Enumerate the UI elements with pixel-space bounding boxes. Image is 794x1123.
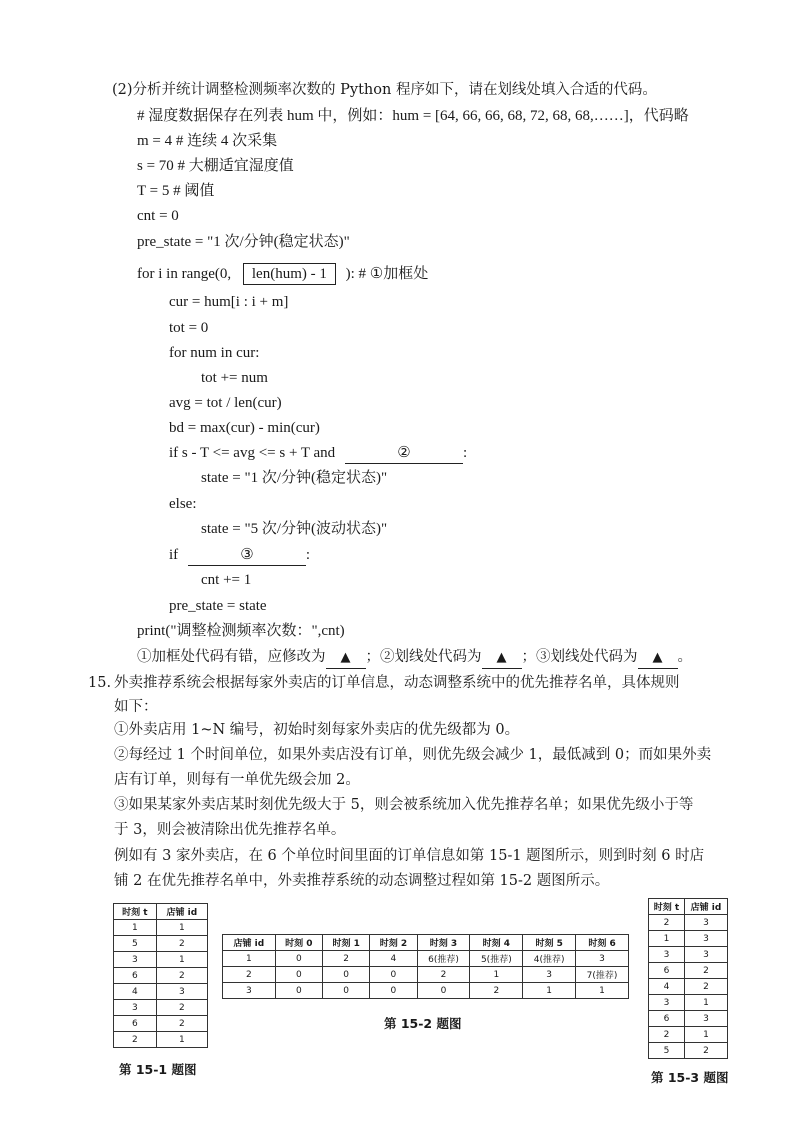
table-cell: 3 xyxy=(684,915,727,931)
q15-rule-3b: 于 3，则会被清除出优先推荐名单。 xyxy=(114,822,346,838)
table-cell: 5 xyxy=(649,1043,685,1059)
table-cell: 0 xyxy=(275,951,322,967)
table-row xyxy=(649,963,728,979)
fig2-header-t0: 时刻 0 xyxy=(275,935,322,951)
fig3-header-time: 时刻 t xyxy=(649,899,685,915)
table-cell: 5 xyxy=(114,936,157,952)
q15-line-2: 如下： xyxy=(114,699,158,715)
figure-15-1-table xyxy=(113,903,208,1048)
table-cell: 1 xyxy=(114,920,157,936)
table-cell: 4 xyxy=(114,984,157,1000)
table-cell: 3 xyxy=(114,1000,157,1016)
code-line-tot-add: tot += num xyxy=(201,370,268,386)
code-line-prestate-update: pre_state = state xyxy=(169,598,267,614)
fig2-header-t2: 时刻 2 xyxy=(370,935,417,951)
table-cell: 2 xyxy=(649,915,685,931)
code-line-m: m = 4 # 连续 4 次采集 xyxy=(137,133,278,149)
table-cell: 2 xyxy=(156,968,207,984)
code-line-s: s = 70 # 大棚适宜湿度值 xyxy=(137,158,294,174)
answer-blank-2: ▲ xyxy=(482,648,522,669)
code-line-comment: # 湿度数据保存在列表 hum 中，例如：hum = [64, 66, 66, 68, 72, 68, 68,……]，代码略 xyxy=(137,108,689,124)
table-cell: 3 xyxy=(649,947,685,963)
table-row xyxy=(649,947,728,963)
q15-rule-3a: ③如果某家外卖店某时刻优先级大于 5，则会被系统加入优先推荐名单；如果优先级小于等 xyxy=(114,797,694,813)
table-cell: 2 xyxy=(684,979,727,995)
table-cell: 3 xyxy=(156,984,207,1000)
fig2-header-shop: 店铺 id xyxy=(223,935,276,951)
code-line-cnt-add: cnt += 1 xyxy=(201,572,252,588)
answer-line xyxy=(137,647,692,669)
code-line-prestate: pre_state = "1 次/分钟(稳定状态)" xyxy=(137,234,350,250)
table-row xyxy=(223,983,629,999)
table-row xyxy=(114,952,208,968)
table-cell: 6(推荐) xyxy=(417,951,470,967)
q15-rule-2a: ②每经过 1 个时间单位，如果外卖店没有订单，则优先级会减少 1，最低减到 0；而如果外卖 xyxy=(114,747,712,763)
table-cell: 0 xyxy=(417,983,470,999)
if2-suffix: : xyxy=(305,547,311,563)
figure-15-3-table xyxy=(648,898,728,1059)
fig2-header-t5: 时刻 5 xyxy=(523,935,576,951)
table-row xyxy=(223,967,629,983)
if1-prefix: if s - T <= avg <= s + T and xyxy=(169,445,336,461)
table-row xyxy=(114,920,208,936)
table-cell: 2 xyxy=(323,951,370,967)
table-cell: 1 xyxy=(684,1027,727,1043)
table-row xyxy=(649,1027,728,1043)
fig3-header-shop: 店铺 id xyxy=(684,899,727,915)
for-suffix: ): # ①加框处 xyxy=(345,266,429,282)
answer-blank-1: ▲ xyxy=(326,648,366,669)
table-cell: 1 xyxy=(156,920,207,936)
answer-p4: 。 xyxy=(677,649,692,665)
table-cell: 2 xyxy=(417,967,470,983)
q15-line-1: 外卖推荐系统会根据每家外卖店的订单信息，动态调整系统中的优先推荐名单，具体规则 xyxy=(114,675,680,691)
table-cell: 2 xyxy=(156,1016,207,1032)
table-cell: 7(推荐) xyxy=(576,967,629,983)
table-cell: 2 xyxy=(649,1027,685,1043)
q15-number: 15. xyxy=(88,675,112,691)
code-line-print: print("调整检测频率次数：",cnt) xyxy=(137,623,345,639)
code-line-fornum: for num in cur: xyxy=(169,345,260,361)
table-row xyxy=(114,936,208,952)
answer-p1: ①加框处代码有错，应修改为 xyxy=(137,649,326,665)
part2-intro: (2)分析并统计调整检测频率次数的 Python 程序如下，请在划线处填入合适的代码。 xyxy=(112,82,657,98)
table-row xyxy=(114,1000,208,1016)
table-row xyxy=(649,995,728,1011)
table-cell: 3 xyxy=(523,967,576,983)
answer-p3: ；③划线处代码为 xyxy=(521,649,638,665)
table-row xyxy=(114,984,208,1000)
table-cell: 4(推荐) xyxy=(523,951,576,967)
table-cell: 2 xyxy=(470,983,523,999)
table-cell: 3 xyxy=(649,995,685,1011)
table-cell: 1 xyxy=(470,967,523,983)
if2-prefix: if xyxy=(169,547,179,563)
table-cell: 0 xyxy=(275,983,322,999)
fig2-header-t6: 时刻 6 xyxy=(576,935,629,951)
boxed-code: len(hum) - 1 xyxy=(243,263,336,285)
answer-p2: ；②划线处代码为 xyxy=(365,649,482,665)
table-cell: 6 xyxy=(114,1016,157,1032)
table-cell: 2 xyxy=(156,936,207,952)
table-cell: 6 xyxy=(114,968,157,984)
table-row xyxy=(649,979,728,995)
figure-15-2-table xyxy=(222,934,629,999)
table-cell: 3 xyxy=(684,931,727,947)
code-line-cur: cur = hum[i : i + m] xyxy=(169,294,289,310)
table-cell: 1 xyxy=(684,995,727,1011)
table-cell: 0 xyxy=(275,967,322,983)
table-cell: 1 xyxy=(223,951,276,967)
table-cell: 0 xyxy=(370,967,417,983)
table-row xyxy=(114,1016,208,1032)
q15-rule-2b: 店有订单，则每有一单优先级会加 2。 xyxy=(114,772,360,788)
table-cell: 1 xyxy=(576,983,629,999)
answer-blank-3: ▲ xyxy=(638,648,678,669)
table-cell: 0 xyxy=(370,983,417,999)
table-cell: 1 xyxy=(156,1032,207,1048)
code-line-state1: state = "1 次/分钟(稳定状态)" xyxy=(201,470,388,486)
code-line-avg: avg = tot / len(cur) xyxy=(169,395,282,411)
table-cell: 2 xyxy=(223,967,276,983)
table-row xyxy=(649,931,728,947)
table-cell: 3 xyxy=(114,952,157,968)
table-cell: 4 xyxy=(649,979,685,995)
figure-15-3-caption: 第 15-3 题图 xyxy=(651,1070,729,1085)
table-cell: 3 xyxy=(223,983,276,999)
code-line-if1 xyxy=(169,443,467,464)
q15-example-2: 铺 2 在优先推荐名单中，外卖推荐系统的动态调整过程如第 15-2 题图所示。 xyxy=(114,873,610,889)
table-cell: 4 xyxy=(370,951,417,967)
table-cell: 1 xyxy=(156,952,207,968)
code-line-bd: bd = max(cur) - min(cur) xyxy=(169,420,320,436)
table-cell: 2 xyxy=(684,963,727,979)
code-line-t: T = 5 # 阈值 xyxy=(137,183,215,199)
fig1-header-time: 时刻 t xyxy=(114,904,157,920)
fig2-header-t3: 时刻 3 xyxy=(417,935,470,951)
code-line-for xyxy=(137,263,428,285)
blank-3: ③ xyxy=(188,545,306,566)
table-row xyxy=(649,1043,728,1059)
table-cell: 0 xyxy=(323,983,370,999)
fig1-header-shop: 店铺 id xyxy=(156,904,207,920)
figure-15-1-caption: 第 15-1 题图 xyxy=(119,1062,197,1077)
if1-suffix: : xyxy=(462,445,468,461)
table-cell: 2 xyxy=(114,1032,157,1048)
table-cell: 0 xyxy=(323,967,370,983)
table-cell: 2 xyxy=(156,1000,207,1016)
table-row xyxy=(223,951,629,967)
table-row xyxy=(114,968,208,984)
table-row xyxy=(114,1032,208,1048)
code-line-else: else: xyxy=(169,496,197,512)
blank-2: ② xyxy=(345,443,463,464)
code-line-tot: tot = 0 xyxy=(169,320,209,336)
code-line-if2 xyxy=(169,545,310,566)
table-row xyxy=(649,1011,728,1027)
table-cell: 6 xyxy=(649,963,685,979)
table-cell: 3 xyxy=(684,947,727,963)
code-line-state5: state = "5 次/分钟(波动状态)" xyxy=(201,521,388,537)
table-cell: 2 xyxy=(684,1043,727,1059)
q15-rule-1: ①外卖店用 1~N 编号，初始时刻每家外卖店的优先级都为 0。 xyxy=(114,722,520,738)
q15-example-1: 例如有 3 家外卖店，在 6 个单位时间里面的订单信息如第 15-1 题图所示，则到时刻 6 时店 xyxy=(114,848,705,864)
table-row xyxy=(649,915,728,931)
code-line-cnt: cnt = 0 xyxy=(137,208,179,224)
for-prefix: for i in range(0, xyxy=(137,266,232,282)
figure-15-2-caption: 第 15-2 题图 xyxy=(384,1016,462,1031)
fig2-header-t1: 时刻 1 xyxy=(323,935,370,951)
fig2-header-t4: 时刻 4 xyxy=(470,935,523,951)
table-cell: 1 xyxy=(649,931,685,947)
table-cell: 1 xyxy=(523,983,576,999)
table-cell: 5(推荐) xyxy=(470,951,523,967)
table-cell: 3 xyxy=(684,1011,727,1027)
table-cell: 3 xyxy=(576,951,629,967)
table-cell: 6 xyxy=(649,1011,685,1027)
